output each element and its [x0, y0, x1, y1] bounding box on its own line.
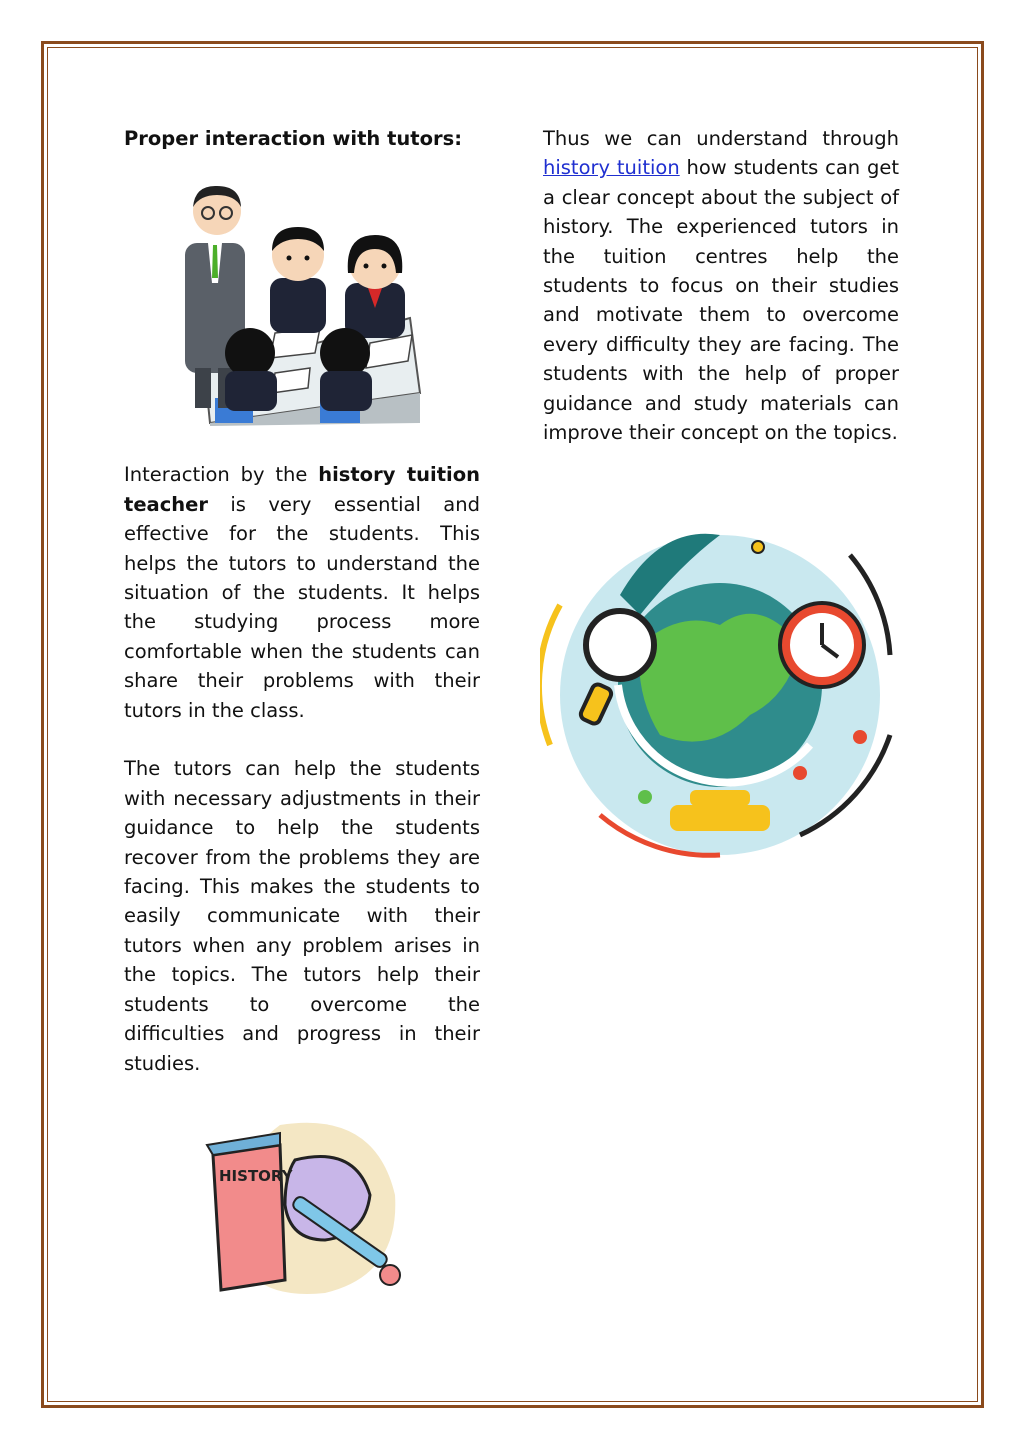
globe-stand: [690, 790, 750, 806]
p1-pre: Interaction by the: [124, 463, 319, 487]
globe-illustration: [540, 505, 902, 860]
student-back-head: [320, 328, 370, 378]
paragraph-interaction: [124, 460, 480, 725]
r-p1-pre: Thus we can understand through: [543, 127, 899, 150]
tie-icon: [212, 245, 218, 278]
history-tuition-link[interactable]: history tuition: [543, 156, 680, 180]
paragraph-adjustments: The tutors can help the students with necessary adjustments in their guidance to help the students recover from the problems they are facing. This makes the students to easily communicate with their tutors when any problem arises in the topics. The tutors help their students to overcome the difficulties and progress in their studies.: [124, 757, 480, 1075]
student-back-head: [225, 328, 275, 378]
p1-post: is very essential and effective for the students. This helps the tutors to understand the situation of the students. It helps the studying process more comfortable when the students can share their problems with their tutors in the class.: [124, 492, 480, 722]
p1-bold: history tuition teacher: [124, 463, 480, 516]
classroom-illustration: [180, 183, 422, 426]
r-p1-post: how students can get a clear concept about the subject of history. The experienced tutors in the tuition centres help the students to focus on their studies and motivate them to overcome every difficulty they are facing. The students with the help of proper guidance and study materials can improve their concept on the topics.: [543, 156, 899, 445]
paragraph-conclusion: [543, 124, 899, 447]
section-heading: Proper interaction with tutors:: [124, 127, 463, 150]
clock-icon: [780, 603, 864, 687]
student-boy-body: [270, 278, 326, 333]
book-title: HISTORY: [219, 1167, 293, 1185]
right-column: [543, 124, 899, 447]
history-book-illustration: [185, 1105, 420, 1300]
